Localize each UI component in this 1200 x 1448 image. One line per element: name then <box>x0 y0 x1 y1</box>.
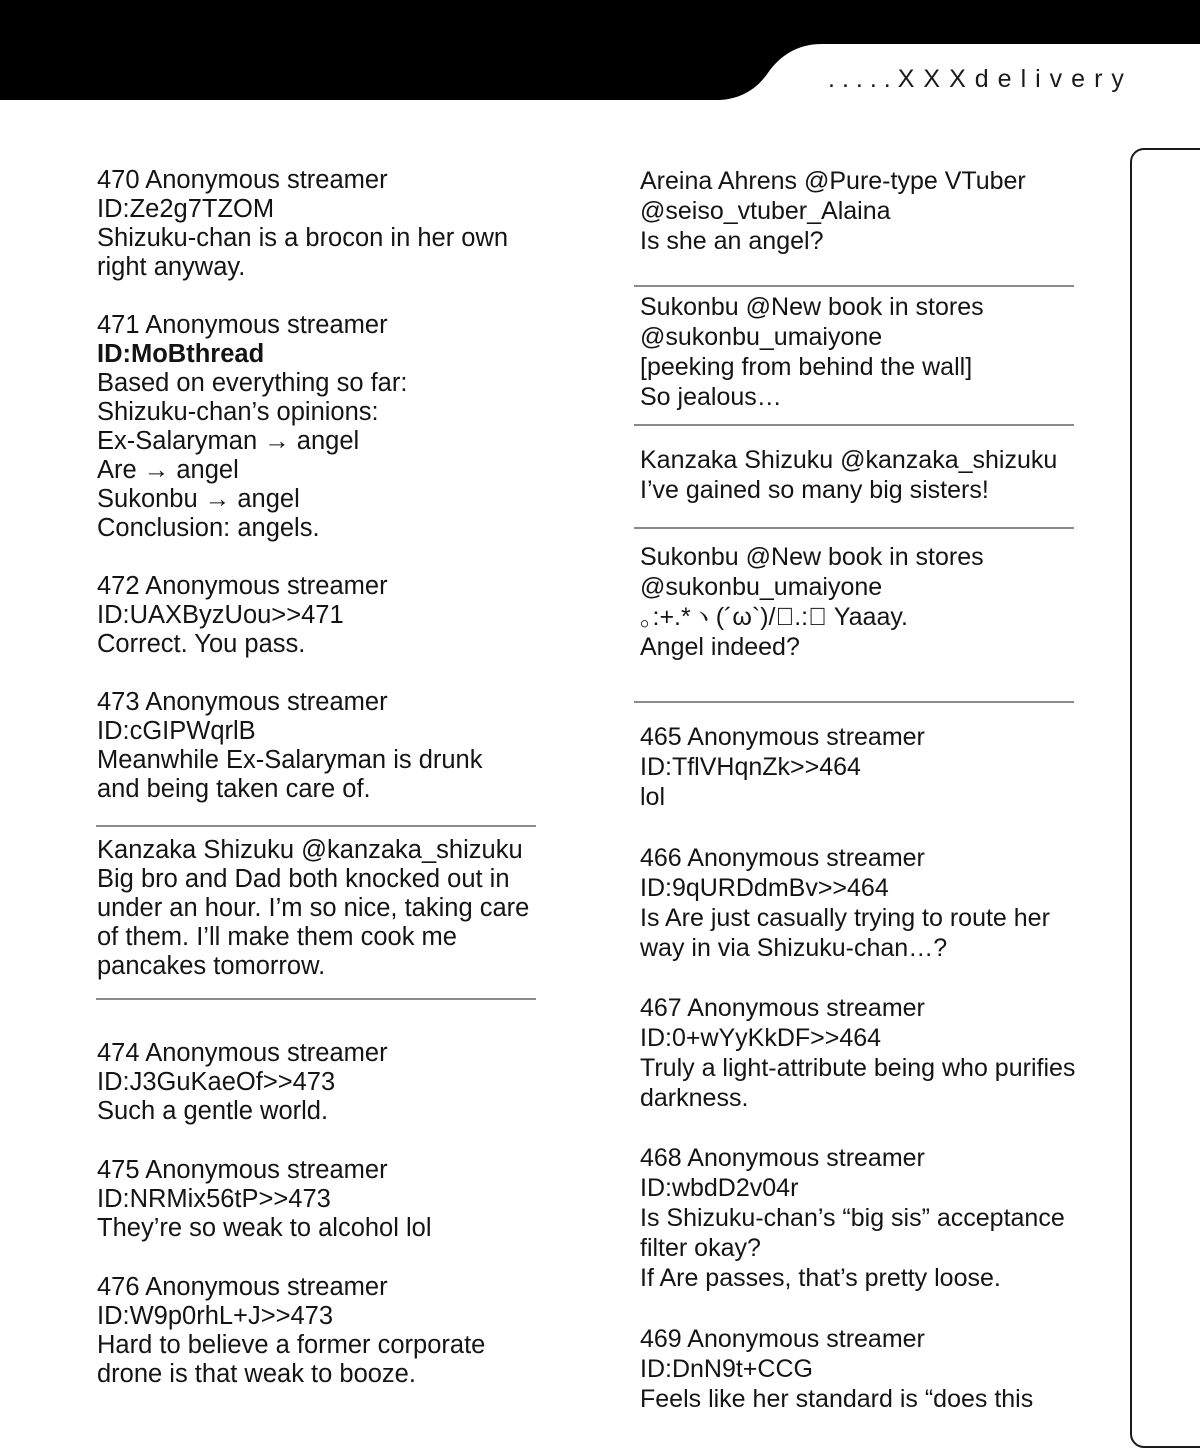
post-header: 472 Anonymous streamer <box>97 572 388 600</box>
tweet-line: pancakes tomorrow. <box>97 952 326 980</box>
tweet-line: under an hour. I’m so nice, taking care <box>97 894 530 922</box>
post-465 <box>640 722 925 812</box>
tweet-handle: @sukonbu_umaiyone <box>640 323 883 351</box>
post-header: 473 Anonymous streamer <box>97 688 388 716</box>
divider <box>634 527 1074 529</box>
post-header: 474 Anonymous streamer <box>97 1039 388 1067</box>
post-line: If Are passes, that’s pretty loose. <box>640 1264 1001 1292</box>
tweet-header: Kanzaka Shizuku @kanzaka_shizuku <box>97 836 523 864</box>
post-id: ID:TflVHqnZk>>464 <box>640 753 861 781</box>
tweet-line: I’ve gained so many big sisters! <box>640 476 989 504</box>
post-line: Correct. You pass. <box>97 630 306 658</box>
post-476 <box>97 1273 485 1389</box>
post-line: Are → angel <box>97 456 239 484</box>
post-line: right anyway. <box>97 253 246 281</box>
post-line: They’re so weak to alcohol lol <box>97 1214 432 1242</box>
post-470 <box>97 166 508 282</box>
tweet-handle: @sukonbu_umaiyone <box>640 573 883 601</box>
post-line: Is Are just casually trying to route her <box>640 904 1050 932</box>
post-header: 469 Anonymous streamer <box>640 1325 925 1353</box>
post-line: drone is that weak to booze. <box>97 1360 416 1388</box>
post-line: Sukonbu → angel <box>97 485 300 513</box>
post-line: lol <box>640 783 666 811</box>
tweet-line: of them. I’ll make them cook me <box>97 923 457 951</box>
post-467 <box>640 993 1075 1113</box>
post-id: ID:Ze2g7TZOM <box>97 195 275 223</box>
post-472 <box>97 572 388 659</box>
post-line: Hard to believe a former corporate <box>97 1331 486 1359</box>
post-id: ID:UAXByzUou>>471 <box>97 601 344 629</box>
divider <box>634 701 1074 703</box>
post-header: 475 Anonymous streamer <box>97 1156 388 1184</box>
post-473 <box>97 688 483 804</box>
tweet-handle: @seiso_vtuber_Alaina <box>640 197 891 225</box>
post-line: Is Shizuku-chan’s “big sis” acceptance <box>640 1204 1065 1232</box>
divider <box>96 825 536 827</box>
post-id: ID:0+wYyKkDF>>464 <box>640 1024 882 1052</box>
post-id: ID:W9p0rhL+J>>473 <box>97 1302 334 1330</box>
post-line: Shizuku-chan’s opinions: <box>97 398 379 426</box>
post-line: way in via Shizuku-chan…? <box>640 934 948 962</box>
post-id: ID:DnN9t+CCG <box>640 1355 813 1383</box>
post-header: 476 Anonymous streamer <box>97 1273 388 1301</box>
tweet-header: Sukonbu @New book in stores <box>640 543 984 571</box>
post-474 <box>97 1039 388 1126</box>
tweet-line: Is she an angel? <box>640 227 824 255</box>
tweet-line: Angel indeed? <box>640 633 800 661</box>
post-header: 467 Anonymous streamer <box>640 994 925 1022</box>
tweet-line: ｡:+.*ヽ(´ω`)/ﾟ.:｡ Yaaay. <box>640 603 908 631</box>
tweet-kanzaka-shizuku-2 <box>640 445 1057 505</box>
divider <box>96 998 536 1000</box>
post-line: Feels like her standard is “does this <box>640 1385 1034 1413</box>
header-band <box>0 0 1200 100</box>
post-id: ID:MoBthread <box>97 340 265 368</box>
post-id: ID:NRMix56tP>>473 <box>97 1185 331 1213</box>
post-line: Conclusion: angels. <box>97 514 320 542</box>
post-line: and being taken care of. <box>97 775 371 803</box>
post-id: ID:wbdD2v04r <box>640 1174 799 1202</box>
post-header: 471 Anonymous streamer <box>97 311 388 339</box>
tweet-areina-ahrens <box>640 166 1026 256</box>
tweet-line: [peeking from behind the wall] <box>640 353 973 381</box>
post-id: ID:J3GuKaeOf>>473 <box>97 1068 336 1096</box>
post-header: 468 Anonymous streamer <box>640 1144 925 1172</box>
tweet-line: So jealous… <box>640 383 782 411</box>
post-header: 465 Anonymous streamer <box>640 723 925 751</box>
post-line: Truly a light-attribute being who purifies <box>640 1054 1076 1082</box>
post-id: ID:cGIPWqrlB <box>97 717 256 745</box>
post-header: 470 Anonymous streamer <box>97 166 388 194</box>
post-471 <box>97 311 407 543</box>
tweet-kanzaka-shizuku <box>97 836 529 981</box>
brand-title: .....XXXdelivery <box>828 65 1133 93</box>
post-line: Based on everything so far: <box>97 369 408 397</box>
side-panel-frame <box>1130 148 1200 1448</box>
tweet-header: Kanzaka Shizuku @kanzaka_shizuku <box>640 446 1058 474</box>
divider <box>634 424 1074 426</box>
post-header: 466 Anonymous streamer <box>640 844 925 872</box>
divider <box>634 285 1074 287</box>
tweet-sukonbu-1 <box>640 292 984 412</box>
post-line: Ex-Salaryman → angel <box>97 427 360 455</box>
post-466 <box>640 843 1050 963</box>
tweet-header: Sukonbu @New book in stores <box>640 293 984 321</box>
post-line: filter okay? <box>640 1234 761 1262</box>
post-id: ID:9qURDdmBv>>464 <box>640 874 889 902</box>
tweet-header: Areina Ahrens @Pure-type VTuber <box>640 167 1026 195</box>
post-line: Such a gentle world. <box>97 1097 329 1125</box>
tweet-sukonbu-2 <box>640 542 984 662</box>
post-468 <box>640 1143 1065 1293</box>
post-475 <box>97 1156 432 1243</box>
post-line: Shizuku-chan is a brocon in her own <box>97 224 509 252</box>
tweet-line: Big bro and Dad both knocked out in <box>97 865 510 893</box>
post-469 <box>640 1324 1033 1414</box>
post-line: darkness. <box>640 1084 749 1112</box>
post-line: Meanwhile Ex-Salaryman is drunk <box>97 746 483 774</box>
